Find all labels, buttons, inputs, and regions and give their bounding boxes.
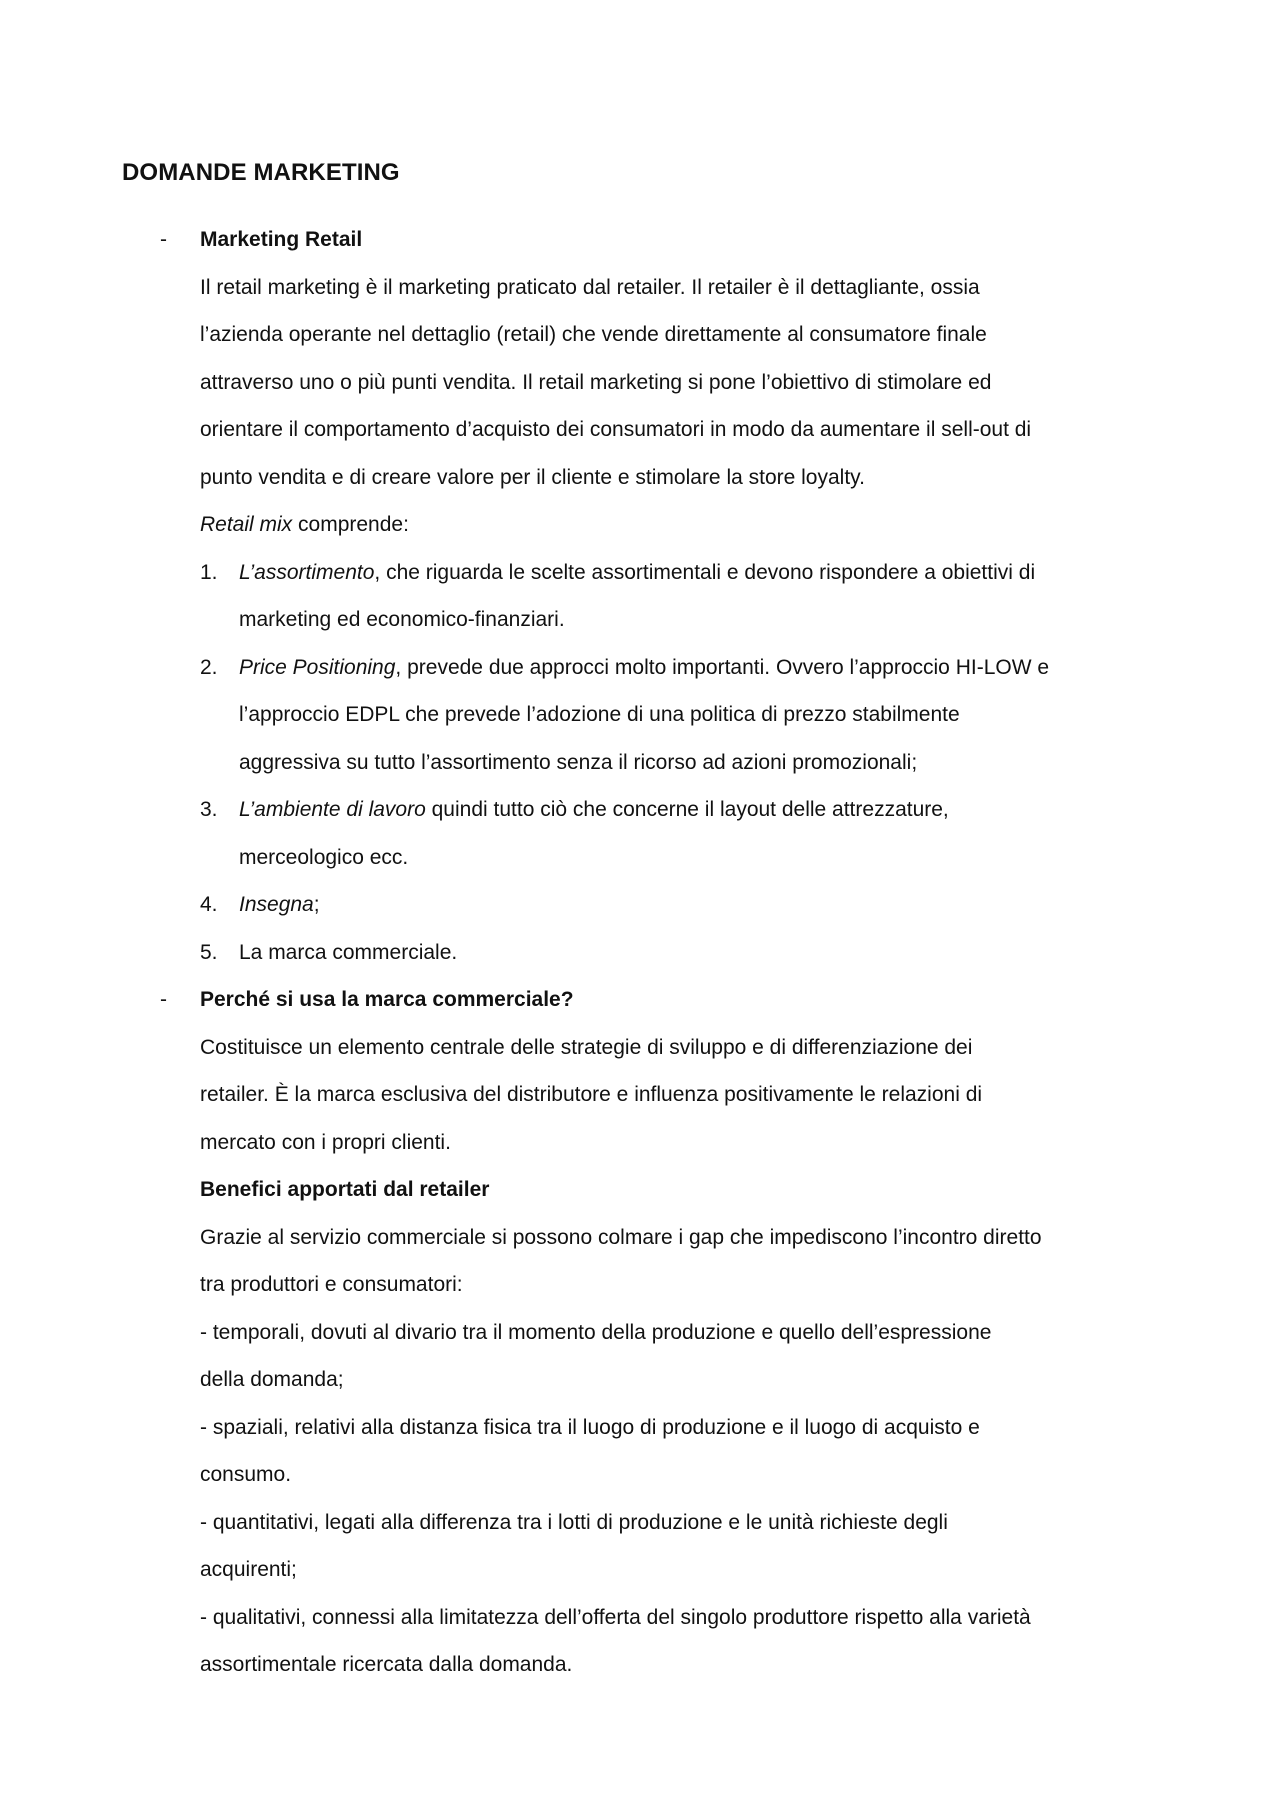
paragraph-line: l’azienda operante nel dettaglio (retail) che vende direttamente al consumatore finale bbox=[200, 323, 987, 346]
paragraph-line: mercato con i propri clienti. bbox=[200, 1130, 451, 1154]
list-number: 5. bbox=[200, 940, 218, 964]
list-term: L’assortimento bbox=[239, 560, 375, 584]
retail-mix-label bbox=[200, 501, 1200, 549]
list-number: 3. bbox=[200, 798, 218, 821]
list-text: l’approccio EDPL che prevede l’adozione di una politica di prezzo stabilmente bbox=[239, 703, 960, 726]
list-item bbox=[200, 881, 1200, 929]
paragraph-line: - quantitativi, legati alla differenza tra i lotti di produzione e le unità richieste degli bbox=[200, 1510, 948, 1534]
list-item bbox=[200, 549, 1200, 644]
list-text: quindi tutto ciò che concerne il layout delle attrezzature, bbox=[425, 798, 949, 821]
paragraph-line: assortimentale ricercata dalla domanda. bbox=[200, 1653, 573, 1676]
list-item bbox=[200, 644, 1200, 787]
bullet-dash: - bbox=[160, 988, 167, 1011]
list-term: L’ambiente di lavoro bbox=[239, 798, 426, 821]
paragraph-line: della domanda; bbox=[200, 1368, 344, 1391]
list-term: Price Positioning bbox=[239, 655, 396, 679]
section-body bbox=[200, 976, 1200, 1689]
paragraph-line: punto vendita e di creare valore per il cliente e stimolare la store loyalty. bbox=[200, 465, 865, 489]
paragraph-line: consumo. bbox=[200, 1463, 292, 1486]
list-text: aggressiva su tutto l’assortimento senza il ricorso ad azioni promozionali; bbox=[239, 750, 918, 774]
paragraph-line: Il retail marketing è il marketing praticato dal retailer. Il retailer è il dettagliante, ossia bbox=[200, 275, 980, 299]
list-item bbox=[200, 786, 1200, 881]
list-item bbox=[200, 929, 1200, 977]
list-text: merceologico ecc. bbox=[239, 845, 409, 869]
paragraph-line: - qualitativi, connessi alla limitatezza dell’offerta del singolo produttore rispetto alla varietà bbox=[200, 1605, 1031, 1629]
subsection-heading: Benefici apportati dal retailer bbox=[200, 1178, 490, 1201]
paragraph-line: Costituisce un elemento centrale delle strategie di sviluppo e di differenziazione dei bbox=[200, 1035, 973, 1059]
retail-mix-term: Retail mix bbox=[200, 513, 293, 536]
list-text: marketing ed economico-finanziari. bbox=[239, 608, 565, 631]
paragraph-line: attraverso uno o più punti vendita. Il retail marketing si pone l’obiettivo di stimolare ed bbox=[200, 370, 992, 394]
section-heading: Marketing Retail bbox=[200, 228, 363, 251]
list-term: Insegna bbox=[239, 893, 314, 916]
list-text: La marca commerciale. bbox=[239, 940, 458, 964]
list-text: , che riguarda le scelte assortimentali e devono rispondere a obiettivi di bbox=[374, 560, 1036, 584]
bullet-dash: - bbox=[160, 228, 167, 251]
paragraph-line: orientare il comportamento d’acquisto dei consumatori in modo da aumentare il sell-out di bbox=[200, 418, 1032, 441]
paragraph-line: - spaziali, relativi alla distanza fisica tra il luogo di produzione e il luogo di acquisto e bbox=[200, 1415, 980, 1439]
retail-mix-list bbox=[200, 549, 1200, 977]
section-body bbox=[200, 216, 1200, 976]
list-number: 2. bbox=[200, 655, 218, 679]
list-text: ; bbox=[313, 893, 320, 916]
paragraph-line: Grazie al servizio commerciale si possono colmare i gap che impediscono l’incontro diretto bbox=[200, 1225, 1042, 1249]
list-number: 4. bbox=[200, 893, 218, 916]
retail-mix-rest: comprende: bbox=[292, 513, 409, 536]
paragraph-line: - temporali, dovuti al divario tra il momento della produzione e quello dell’espressione bbox=[200, 1320, 992, 1344]
paragraph-line: tra produttori e consumatori: bbox=[200, 1273, 463, 1296]
list-number: 1. bbox=[200, 560, 218, 584]
section-heading: Perché si usa la marca commerciale? bbox=[200, 988, 574, 1011]
paragraph-line: acquirenti; bbox=[200, 1558, 297, 1581]
document-title: DOMANDE MARKETING bbox=[122, 159, 400, 186]
list-text: , prevede due approcci molto importanti. Ovvero l’approccio HI-LOW e bbox=[395, 655, 1050, 679]
paragraph-line: retailer. È la marca esclusiva del distributore e influenza positivamente le relazioni di bbox=[200, 1083, 983, 1106]
